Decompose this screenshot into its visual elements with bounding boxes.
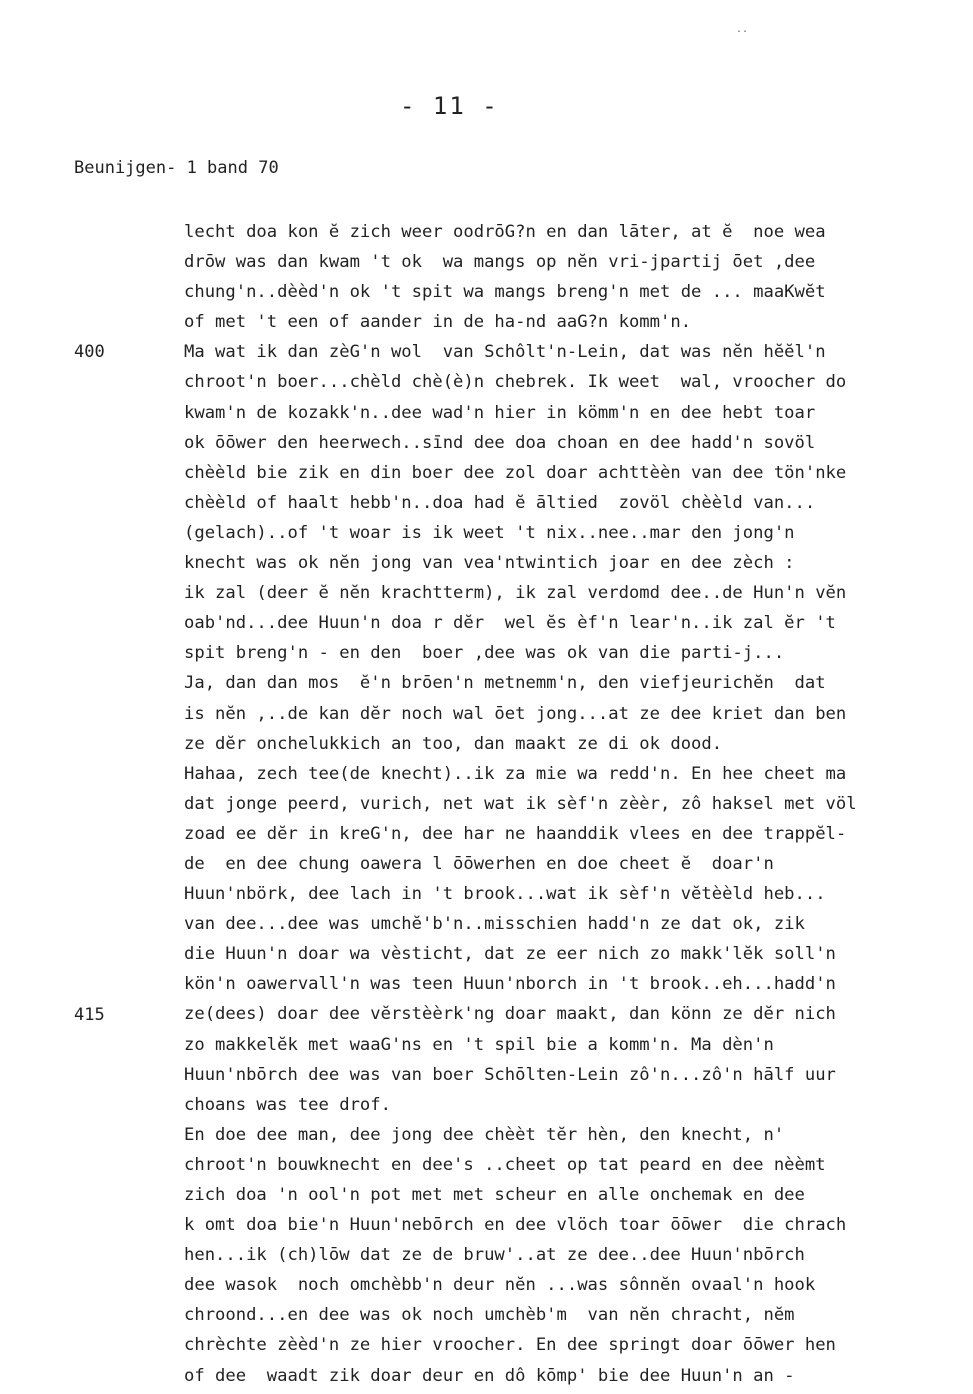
- text-line: oab'nd...dee Huun'n doa r dĕr wel ĕs èf'n lear'n..ik zal ĕr 't: [184, 613, 836, 634]
- text-line: die Huun'n doar wa vèsticht, dat ze eer nich zo makk'lĕk soll'n: [184, 944, 836, 965]
- text-line: En doe dee man, dee jong dee chèèt tĕr hèn, den knecht, n': [184, 1124, 785, 1145]
- text-line: chroot'n bouwknecht en dee's ..cheet op tat peard en dee nèèmt: [184, 1154, 826, 1175]
- text-line: Ma wat ik dan zèG'n wol van Schôlt'n-Lein, dat was nĕn hĕĕl'n: [184, 342, 826, 363]
- text-line: is nĕn ,..de kan dĕr noch wal ōet jong...at ze dee kriet dan ben: [184, 703, 847, 724]
- text-line: ze(dees) doar dee vĕrstèèrk'ng doar maakt, dan könn ze dĕr nich: [184, 1004, 836, 1025]
- text-line: ik zal (deer ĕ nĕn krachtterm), ik zal verdomd dee..de Hun'n vĕn: [184, 583, 847, 604]
- text-line: van dee...dee was umchĕ'b'n..misschien hadd'n ze dat ok, zik: [184, 914, 805, 935]
- text-line: zich doa 'n ool'n pot met met scheur en alle onchemak en dee: [184, 1185, 805, 1205]
- text-line: dat jonge peerd, vurich, net wat ik sèf'n zèèr, zô haksel met völ: [184, 793, 857, 814]
- text-line: Huun'nbōrch dee was van boer Schōlten-Lein zô'n...zô'n hālf uur: [184, 1064, 836, 1085]
- text-line: Hahaa, zech tee(de knecht)..ik za mie wa redd'n. En hee cheet ma: [184, 763, 847, 784]
- text-line: kön'n oawervall'n was teen Huun'nborch in 't brook..eh...hadd'n: [184, 974, 836, 995]
- text-line: kwam'n de kozakk'n..dee wad'n hier in kömm'n en dee hebt toar: [184, 402, 816, 423]
- text-line: of dee waadt zik doar deur en dô kōmp' bie dee Huun'n an -: [184, 1365, 795, 1386]
- text-line: choans was tee drof.: [184, 1094, 391, 1115]
- text-line: chung'n..dèèd'n ok 't spit wa mangs breng'n met de ... maaKwĕt: [184, 282, 826, 303]
- text-line: chrèchte zèèd'n ze hier vroocher. En dee springt doar ōōwer hen: [184, 1335, 836, 1356]
- text-line: chroot'n boer...chèld chè(è)n chebrek. Ik weet wal, vroocher do: [184, 372, 847, 393]
- text-line: spit breng'n - en den boer ,dee was ok van die parti-j...: [184, 643, 785, 664]
- margin-line-number: 415: [74, 1004, 105, 1025]
- document-header: Beunijgen- 1 band 70: [74, 158, 279, 178]
- text-line: drōw was dan kwam 't ok wa mangs op nĕn vri-jpartij ōet ,dee: [184, 252, 816, 273]
- transcript-body: [184, 217, 973, 1391]
- text-line: Huun'nbörk, dee lach in 't brook...wat ik sèf'n vĕtèèld heb...: [184, 884, 826, 905]
- page-number: - 11 -: [400, 92, 499, 120]
- text-line: ok ōōwer den heerwech..sīnd dee doa choan en dee hadd'n sovöl: [184, 432, 816, 453]
- corner-mark: ..: [736, 24, 749, 35]
- margin-line-number: 400: [74, 342, 105, 363]
- text-line: chèèld of haalt hebb'n..doa had ĕ āltied zovöl chèèld van...: [184, 492, 816, 513]
- text-line: zoad ee dĕr in kreG'n, dee har ne haanddik vlees en dee trappĕl-: [184, 823, 847, 844]
- text-line: ze dĕr onchelukkich an too, dan maakt ze di ok dood.: [184, 733, 723, 754]
- text-line: (gelach)..of 't woar is ik weet 't nix..nee..mar den jong'n: [184, 522, 795, 543]
- text-line: chroond...en dee was ok noch umchèb'm van nĕn chracht, nĕm: [184, 1305, 795, 1326]
- text-line: de en dee chung oawera l ōōwerhen en doe cheet ĕ doar'n: [184, 853, 774, 874]
- text-line: chèèld bie zik en din boer dee zol doar achttèèn van dee tön'nke: [184, 462, 847, 483]
- text-line: zo makkelĕk met waaG'ns en 't spil bie a komm'n. Ma dèn'n: [184, 1034, 774, 1055]
- text-line: of met 't een of aander in de ha-nd aaG?n komm'n.: [184, 312, 692, 333]
- text-line: Ja, dan dan mos ĕ'n brōen'n metnemm'n, den viefjeurichĕn dat: [184, 673, 826, 694]
- text-line: hen...ik (ch)lōw dat ze de bruw'..at ze dee..dee Huun'nbōrch: [184, 1245, 805, 1266]
- text-line: lecht doa kon ĕ zich weer oodrōG?n en dan lāter, at ĕ noe wea: [184, 222, 826, 242]
- text-line: k omt doa bie'n Huun'nebōrch en dee vlöch toar ōōwer die chrach: [184, 1215, 847, 1236]
- text-line: knecht was ok nĕn jong van vea'ntwintich joar en dee zèch :: [184, 553, 795, 574]
- text-line: dee wasok noch omchèbb'n deur nĕn ...was sônnĕn ovaal'n hook: [184, 1275, 816, 1296]
